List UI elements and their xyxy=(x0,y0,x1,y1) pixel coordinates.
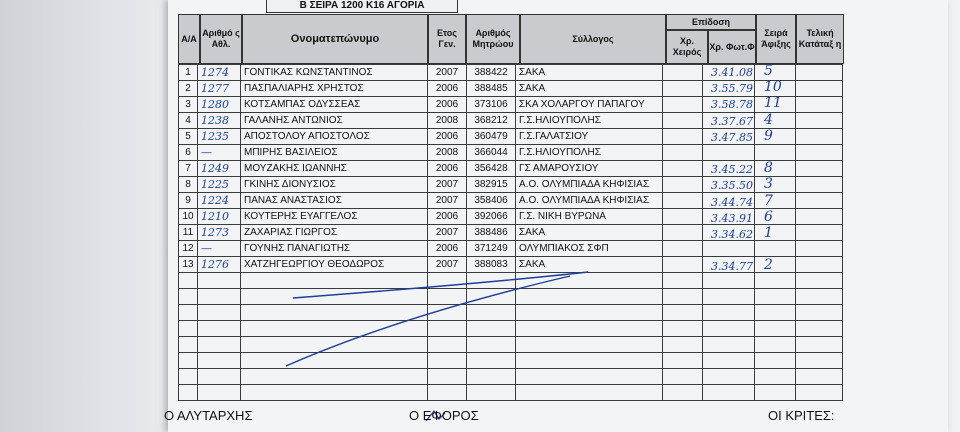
athlete-number: — xyxy=(198,241,241,257)
handwritten-place: 8 xyxy=(764,160,773,177)
footer-referee-chief: Ο ΑΛΥΤΑΡΧΗΣ xyxy=(164,408,253,423)
club-name: ΣΑΚΑ xyxy=(516,225,663,241)
row-number: 2 xyxy=(179,81,198,97)
handwritten-time: 3.55.79 xyxy=(711,82,753,96)
handwritten-time: 3.45.22 xyxy=(711,163,753,177)
handwritten-time: 3.34.77 xyxy=(711,260,753,274)
birth-year: 2007 xyxy=(428,65,467,81)
athlete-name: ΚΟΥΤΕΡΗΣ ΕΥΑΓΓΕΛΟΣ xyxy=(241,209,428,225)
club-name: ΣΑΚΑ xyxy=(516,257,663,273)
header-club: Σύλλογος xyxy=(520,14,666,64)
athlete-number: 1277 xyxy=(198,81,241,97)
athlete-name: ΧΑΤΖΗΓΕΩΡΓΙΟΥ ΘΕΟΔΩΡΟΣ xyxy=(241,257,428,273)
handwritten-place: 6 xyxy=(764,208,773,225)
registry-number: 360479 xyxy=(467,129,516,145)
birth-year: 2006 xyxy=(428,97,467,113)
row-number: 3 xyxy=(179,97,198,113)
header-photo-time: Χρ. Φωτ.Φ xyxy=(708,30,756,64)
handwritten-place: 4 xyxy=(764,111,773,128)
header-aa: Α/Α xyxy=(178,14,200,64)
handwritten-place: 5 xyxy=(764,63,773,79)
club-name: Γ.Σ.ΗΛΙΟΥΠΟΛΗΣ xyxy=(516,145,663,161)
club-name: Α.Ο. ΟΛΥΜΠΙΑΔΑ ΚΗΦΙΣΙΑΣ xyxy=(516,193,663,209)
registry-number: 392066 xyxy=(467,209,516,225)
row-number: 1 xyxy=(179,65,198,81)
club-name: ΣΑΚΑ xyxy=(516,65,663,81)
row-number: 12 xyxy=(179,241,198,257)
athlete-name: ΑΠΟΣΤΟΛΟΥ ΑΠΟΣΤΟΛΟΣ xyxy=(241,129,428,145)
handwritten-time: 3.43.91 xyxy=(711,211,753,225)
registry-number: 368212 xyxy=(467,113,516,129)
row-number: 6 xyxy=(179,145,198,161)
registry-number: 388083 xyxy=(467,257,516,273)
athlete-number: 1274 xyxy=(198,65,241,81)
club-name: Γ.Σ.ΓΑΛΑΤΣΙΟΥ xyxy=(516,129,663,145)
athlete-name: ΓΚΙΝΗΣ ΔΙΟΝΥΣΙΟΣ xyxy=(241,177,428,193)
athlete-name: ΜΠΙΡΗΣ ΒΑΣΙΛΕΙΟΣ xyxy=(241,145,428,161)
birth-year: 2006 xyxy=(428,209,467,225)
row-number: 11 xyxy=(179,225,198,241)
registry-number: 366044 xyxy=(467,145,516,161)
row-number: 13 xyxy=(179,257,198,273)
athlete-name: ΓΑΛΑΝΗΣ ΑΝΤΩΝΙΟΣ xyxy=(241,113,428,129)
handwritten-time: 3.37.67 xyxy=(711,114,753,128)
footer-inspector: Ο ΕΦΟΡΟΣ xyxy=(409,408,479,423)
row-number: 9 xyxy=(179,193,198,209)
header-name: Ονοματεπώνυμο xyxy=(242,14,428,64)
registry-number: 358406 xyxy=(467,193,516,209)
birth-year: 2007 xyxy=(428,225,467,241)
birth-year: 2006 xyxy=(428,241,467,257)
athlete-name: ΖΑΧΑΡΙΑΣ ΓΙΩΡΓΟΣ xyxy=(241,225,428,241)
handwritten-place: 2 xyxy=(764,257,773,274)
athlete-name: ΠΑΣΠΑΛΙΑΡΗΣ ΧΡΗΣΤΟΣ xyxy=(241,81,428,97)
athlete-name: ΓΟΝΤΙΚΑΣ ΚΩΝΣΤΑΝΤΙΝΟΣ xyxy=(241,65,428,81)
athlete-number: — xyxy=(198,145,241,161)
athlete-name: ΜΟΥΖΑΚΗΣ ΙΩΑΝΝΗΣ xyxy=(241,161,428,177)
athlete-name: ΚΟΤΣΑΜΠΑΣ ΟΔΥΣΣΕΑΣ xyxy=(241,97,428,113)
athlete-number: 1238 xyxy=(198,113,241,129)
row-number: 7 xyxy=(179,161,198,177)
registry-number: 371249 xyxy=(467,241,516,257)
handwritten-place: 11 xyxy=(764,95,782,112)
handwritten-time: 3.35.50 xyxy=(711,179,753,193)
club-name: Γ.Σ.ΗΛΙΟΥΠΟΛΗΣ xyxy=(516,113,663,129)
handwritten-time: 3.58.78 xyxy=(711,98,753,112)
birth-year: 2006 xyxy=(428,81,467,97)
birth-year: 2008 xyxy=(428,145,467,161)
athlete-number: 1210 xyxy=(198,209,241,225)
athlete-number: 1249 xyxy=(198,161,241,177)
registry-number: 388486 xyxy=(467,225,516,241)
handwritten-time: 3.41.08 xyxy=(711,66,753,79)
athlete-number: 1235 xyxy=(198,129,241,145)
athlete-number: 1280 xyxy=(198,97,241,113)
registry-number: 388485 xyxy=(467,81,516,97)
result-sheet xyxy=(164,0,948,432)
birth-year: 2006 xyxy=(428,129,467,145)
birth-year: 2006 xyxy=(428,161,467,177)
birth-year: 2007 xyxy=(428,177,467,193)
header-final-rank: Τελική Κατάταξ η xyxy=(796,14,844,64)
registry-number: 388422 xyxy=(467,65,516,81)
club-name: Α.Ο. ΟΛΥΜΠΙΑΔΑ ΚΗΦΙΣΙΑΣ xyxy=(516,177,663,193)
athlete-number: 1276 xyxy=(198,257,241,273)
club-name: ΓΣ ΑΜΑΡΟΥΣΙΟΥ xyxy=(516,161,663,177)
athlete-name: ΓΟΥΝΗΣ ΠΑΝΑΓΙΩΤΗΣ xyxy=(241,241,428,257)
header-year: Ετος Γεν. xyxy=(428,14,466,64)
header-hand-time: Χρ. Χειρός xyxy=(666,30,708,64)
club-name: ΣΚΑ ΧΟΛΑΡΓΟΥ ΠΑΠΑΓΟΥ xyxy=(516,97,663,113)
athlete-number: 1225 xyxy=(198,177,241,193)
row-number: 5 xyxy=(179,129,198,145)
event-banner: Β ΣΕΙΡΑ 1200 Κ16 ΑΓΟΡΙΑ xyxy=(266,0,458,13)
handwritten-time: 3.47.85 xyxy=(711,130,753,144)
registry-number: 373106 xyxy=(467,97,516,113)
background-surface xyxy=(0,0,175,432)
birth-year: 2007 xyxy=(428,193,467,209)
handwritten-place: 10 xyxy=(764,79,782,96)
handwritten-time: 3.34.62 xyxy=(711,228,753,241)
handwritten-place: 3 xyxy=(764,176,773,193)
club-name: Γ.Σ. ΝΙΚΗ ΒΥΡΩΝΑ xyxy=(516,209,663,225)
handwritten-place: 7 xyxy=(764,192,773,209)
row-number: 4 xyxy=(179,113,198,129)
handwritten-place: 1 xyxy=(764,225,773,241)
header-arrival-order: Σειρά Άφιξης xyxy=(756,14,796,64)
header-registry: Αριθμός Μητρώου xyxy=(466,14,520,64)
row-number: 10 xyxy=(179,209,198,225)
handwritten-place: 9 xyxy=(764,127,773,144)
athlete-name: ΠΑΝΑΣ ΑΝΑΣΤΑΣΙΟΣ xyxy=(241,193,428,209)
club-name: ΣΑΚΑ xyxy=(516,81,663,97)
handwritten-time: 3.44.74 xyxy=(711,195,753,209)
footer-judges: ΟΙ ΚΡΙΤΕΣ: xyxy=(768,408,835,423)
birth-year: 2008 xyxy=(428,113,467,129)
club-name: ΟΛΥΜΠΙΑΚΟΣ ΣΦΠ xyxy=(516,241,663,257)
athlete-number: 1224 xyxy=(198,193,241,209)
header-athlete-number: Αριθμό ς Αθλ. xyxy=(200,14,242,64)
birth-year: 2007 xyxy=(428,257,467,273)
header-performance: Επίδοση xyxy=(666,14,756,30)
registry-number: 356428 xyxy=(467,161,516,177)
athlete-number: 1273 xyxy=(198,225,241,241)
row-number: 8 xyxy=(179,177,198,193)
strike-lines xyxy=(168,0,948,432)
registry-number: 382915 xyxy=(467,177,516,193)
